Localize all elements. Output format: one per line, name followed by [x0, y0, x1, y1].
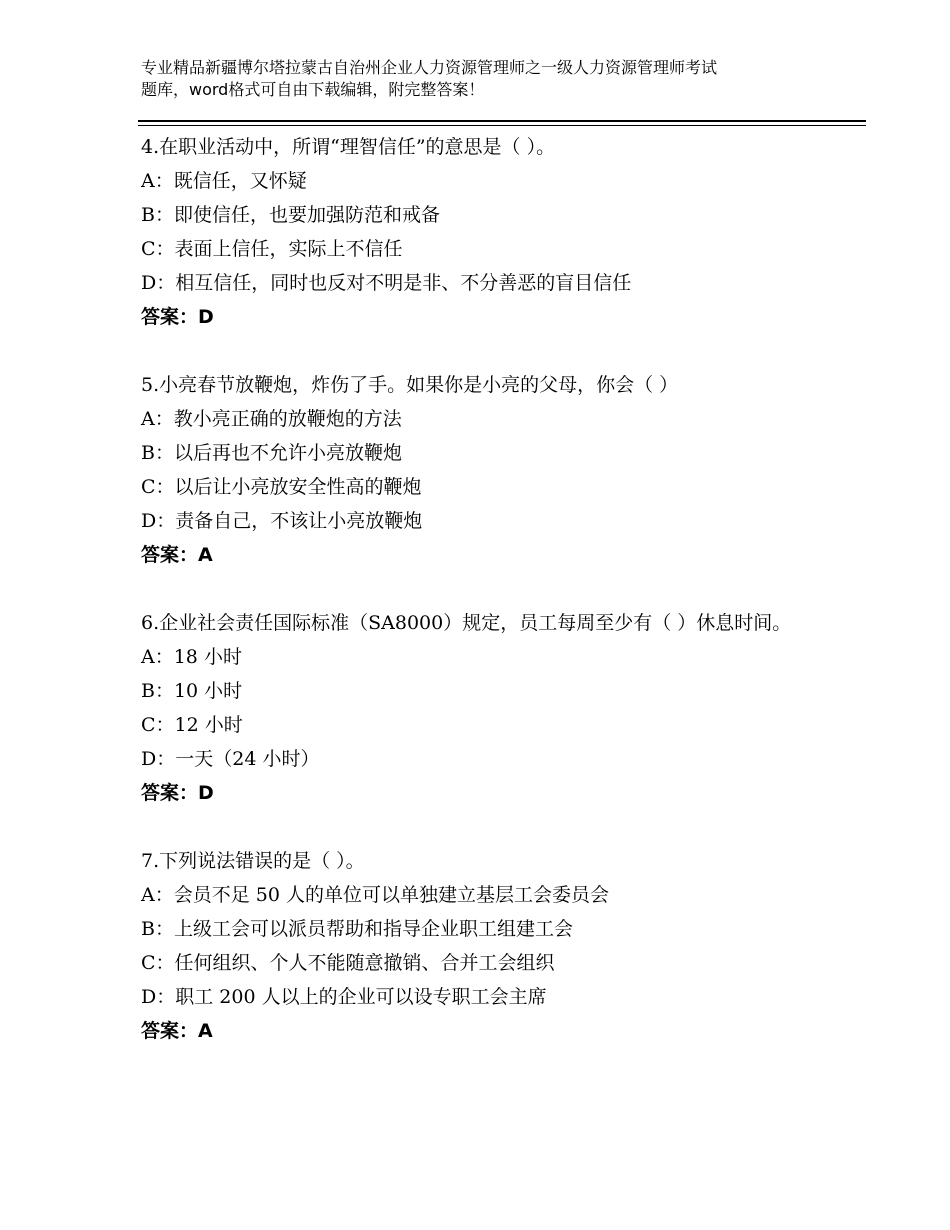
answer-value: A: [198, 544, 213, 566]
answer-value: A: [198, 1020, 213, 1042]
option-a: A：会员不足 50 人的单位可以单独建立基层工会委员会: [141, 884, 609, 906]
option-b: B：即使信任，也要加强防范和戒备: [141, 204, 440, 226]
question-7: [141, 844, 841, 1048]
question-4: [141, 130, 841, 334]
option-d: D：相互信任，同时也反对不明是非、不分善恶的盲目信任: [141, 272, 632, 294]
answer-label: 答案：: [141, 544, 199, 566]
answer-value: D: [198, 306, 214, 328]
answer-label: 答案：: [141, 1020, 199, 1042]
question-list: [141, 130, 841, 1048]
answer-value: D: [198, 782, 214, 804]
header-rule-thick: [138, 120, 866, 122]
option-a: A：18 小时: [141, 646, 242, 668]
header-line-2: 题库，word格式可自由下载编辑，附完整答案！: [141, 80, 485, 99]
option-d: D：职工 200 人以上的企业可以设专职工会主席: [141, 986, 547, 1008]
question-stem: 6.企业社会责任国际标准（SA8000）规定，员工每周至少有（ ）休息时间。: [141, 612, 792, 634]
answer-line: [141, 776, 841, 810]
option-c: C：以后让小亮放安全性高的鞭炮: [141, 476, 422, 498]
option-b: B：以后再也不允许小亮放鞭炮: [141, 442, 402, 464]
question-stem: 4.在职业活动中，所谓“理智信任”的意思是（ ）。: [141, 136, 556, 158]
option-c: C：12 小时: [141, 714, 243, 736]
answer-line: [141, 538, 841, 572]
option-b: B：10 小时: [141, 680, 243, 702]
question-6: [141, 606, 841, 810]
option-d: D：责备自己，不该让小亮放鞭炮: [141, 510, 423, 532]
answer-line: [141, 300, 841, 334]
option-b: B：上级工会可以派员帮助和指导企业职工组建工会: [141, 918, 573, 940]
option-d: D：一天（24 小时）: [141, 748, 320, 770]
answer-label: 答案：: [141, 782, 199, 804]
question-5: [141, 368, 841, 572]
option-c: C：表面上信任，实际上不信任: [141, 238, 403, 260]
option-a: A：既信任，又怀疑: [141, 170, 307, 192]
answer-line: [141, 1014, 841, 1048]
header-rule-thin: [138, 125, 866, 126]
header-line-1: 专业精品新疆博尔塔拉蒙古自治州企业人力资源管理师之一级人力资源管理师考试: [141, 58, 718, 77]
option-c: C：任何组织、个人不能随意撤销、合并工会组织: [141, 952, 555, 974]
option-a: A：教小亮正确的放鞭炮的方法: [141, 408, 402, 430]
answer-label: 答案：: [141, 306, 199, 328]
document-header: [141, 57, 831, 101]
question-stem: 5.小亮春节放鞭炮，炸伤了手。如果你是小亮的父母，你会（ ）: [141, 374, 679, 396]
question-stem: 7.下列说法错误的是（ ）。: [141, 850, 365, 872]
